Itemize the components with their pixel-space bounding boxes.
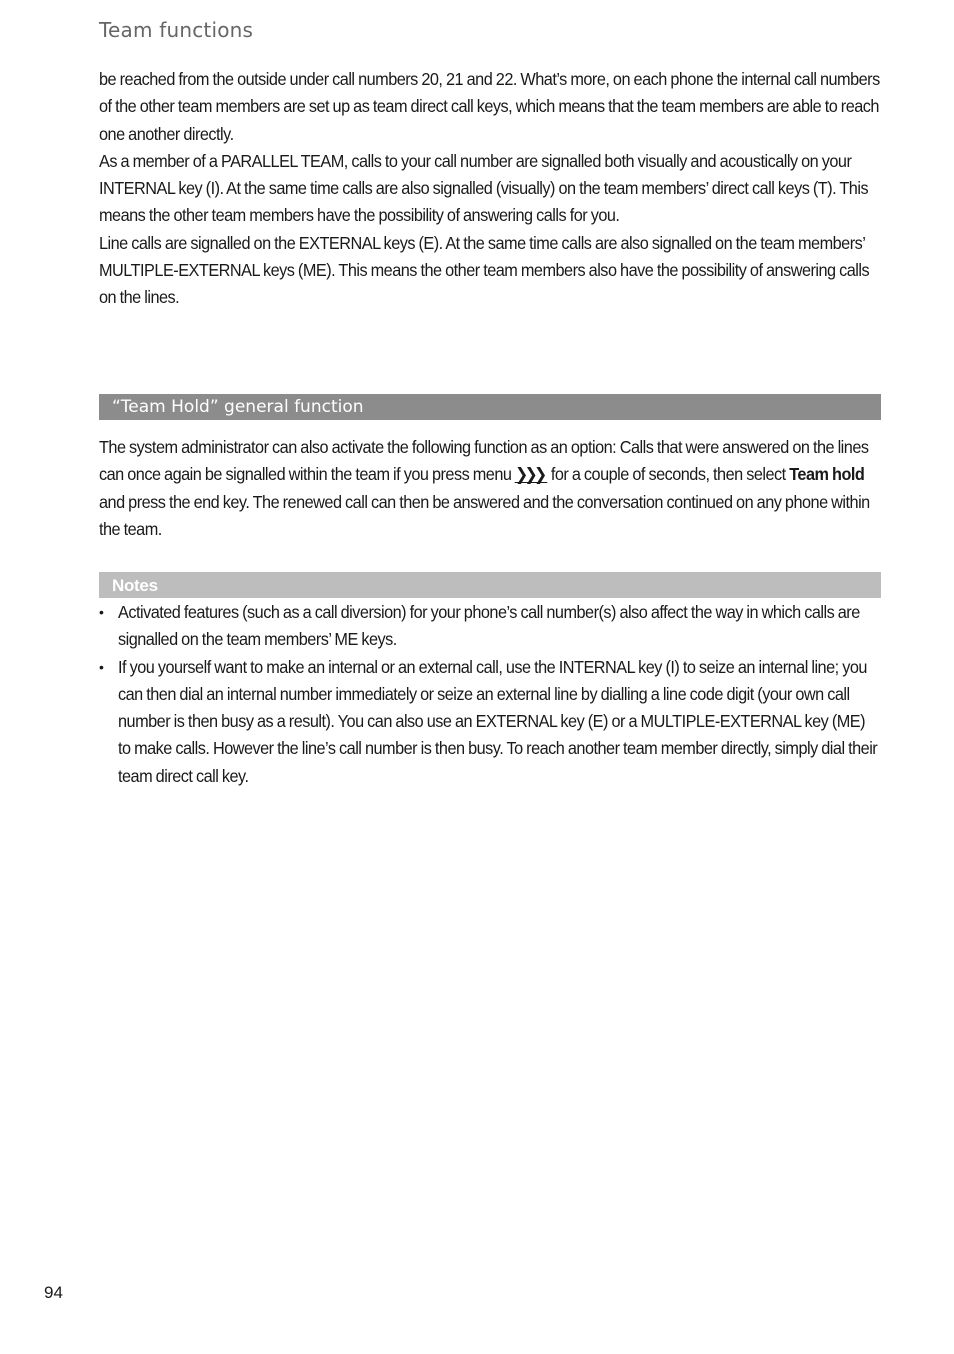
- bullet-icon: •: [99, 604, 104, 620]
- intro-paragraph-1: be reached from the outside under call numbers 20, 21 and 22. What’s more, on each phone the internal call numbers of the other team members are set up as team direct call keys, which means that the team members are able to reach one another directly.: [99, 69, 880, 144]
- bullet-icon: •: [99, 658, 104, 675]
- intro-paragraph-2: As a member of a PARALLEL TEAM, calls to your call number are signalled both visually and acoustically on your INTERNAL key (I). At the same time calls are also signalled (visually) on the team members’ direct call keys (T). This means the other team members have the possibility of answering calls for you.: [99, 150, 869, 226]
- team-hold-term: Team hold: [789, 464, 865, 485]
- team-hold-section-heading: “Team Hold” general function: [99, 394, 881, 420]
- page-number: 94: [44, 1283, 63, 1302]
- team-hold-text: [99, 434, 881, 543]
- note-text-2: If you yourself want to make an internal or an external call, use the INTERNAL key (I) to seize an internal line; you can then dial an internal number immediately or seize an external line by dialling a line code digit (your own call number is then busy as a result). You can also use an EXTERNAL key (E) or a MULTIPLE-EXTERNAL key (ME) to make calls. However the line’s call number is then busy. To reach another team member directly, simply dial their team direct call key.: [118, 656, 878, 786]
- note-item-1: [99, 599, 881, 654]
- menu-chevrons-icon: ❯❯❯: [515, 467, 547, 483]
- note-item-2: [99, 654, 881, 790]
- note-text-1: Activated features (such as a call diversion) for your phone’s call number(s) also affect the way in which calls are signalled on the team members’ ME keys.: [118, 602, 860, 650]
- running-head-title: Team functions: [99, 18, 254, 42]
- team-hold-text-part3: and press the end key. The renewed call can then be answered and the conversation continued on any phone within the team.: [99, 491, 870, 539]
- notes-heading: Notes: [99, 572, 881, 598]
- team-hold-text-part2: for a couple of seconds, then select: [547, 464, 790, 485]
- team-hold-paragraph: [99, 434, 882, 543]
- intro-text: [99, 66, 881, 312]
- team-hold-text-part1: The system administrator can also activate the following function as an option: Calls that were answered on the lines can once again be signalled within the team if you press menu: [99, 437, 869, 485]
- intro-paragraph-3: Line calls are signalled on the EXTERNAL keys (E). At the same time calls are also signalled on the team members’ MULTIPLE-EXTERNAL keys (ME). This means the other team members also have the possibility of answering calls on the lines.: [99, 232, 870, 308]
- notes-list: [99, 599, 881, 790]
